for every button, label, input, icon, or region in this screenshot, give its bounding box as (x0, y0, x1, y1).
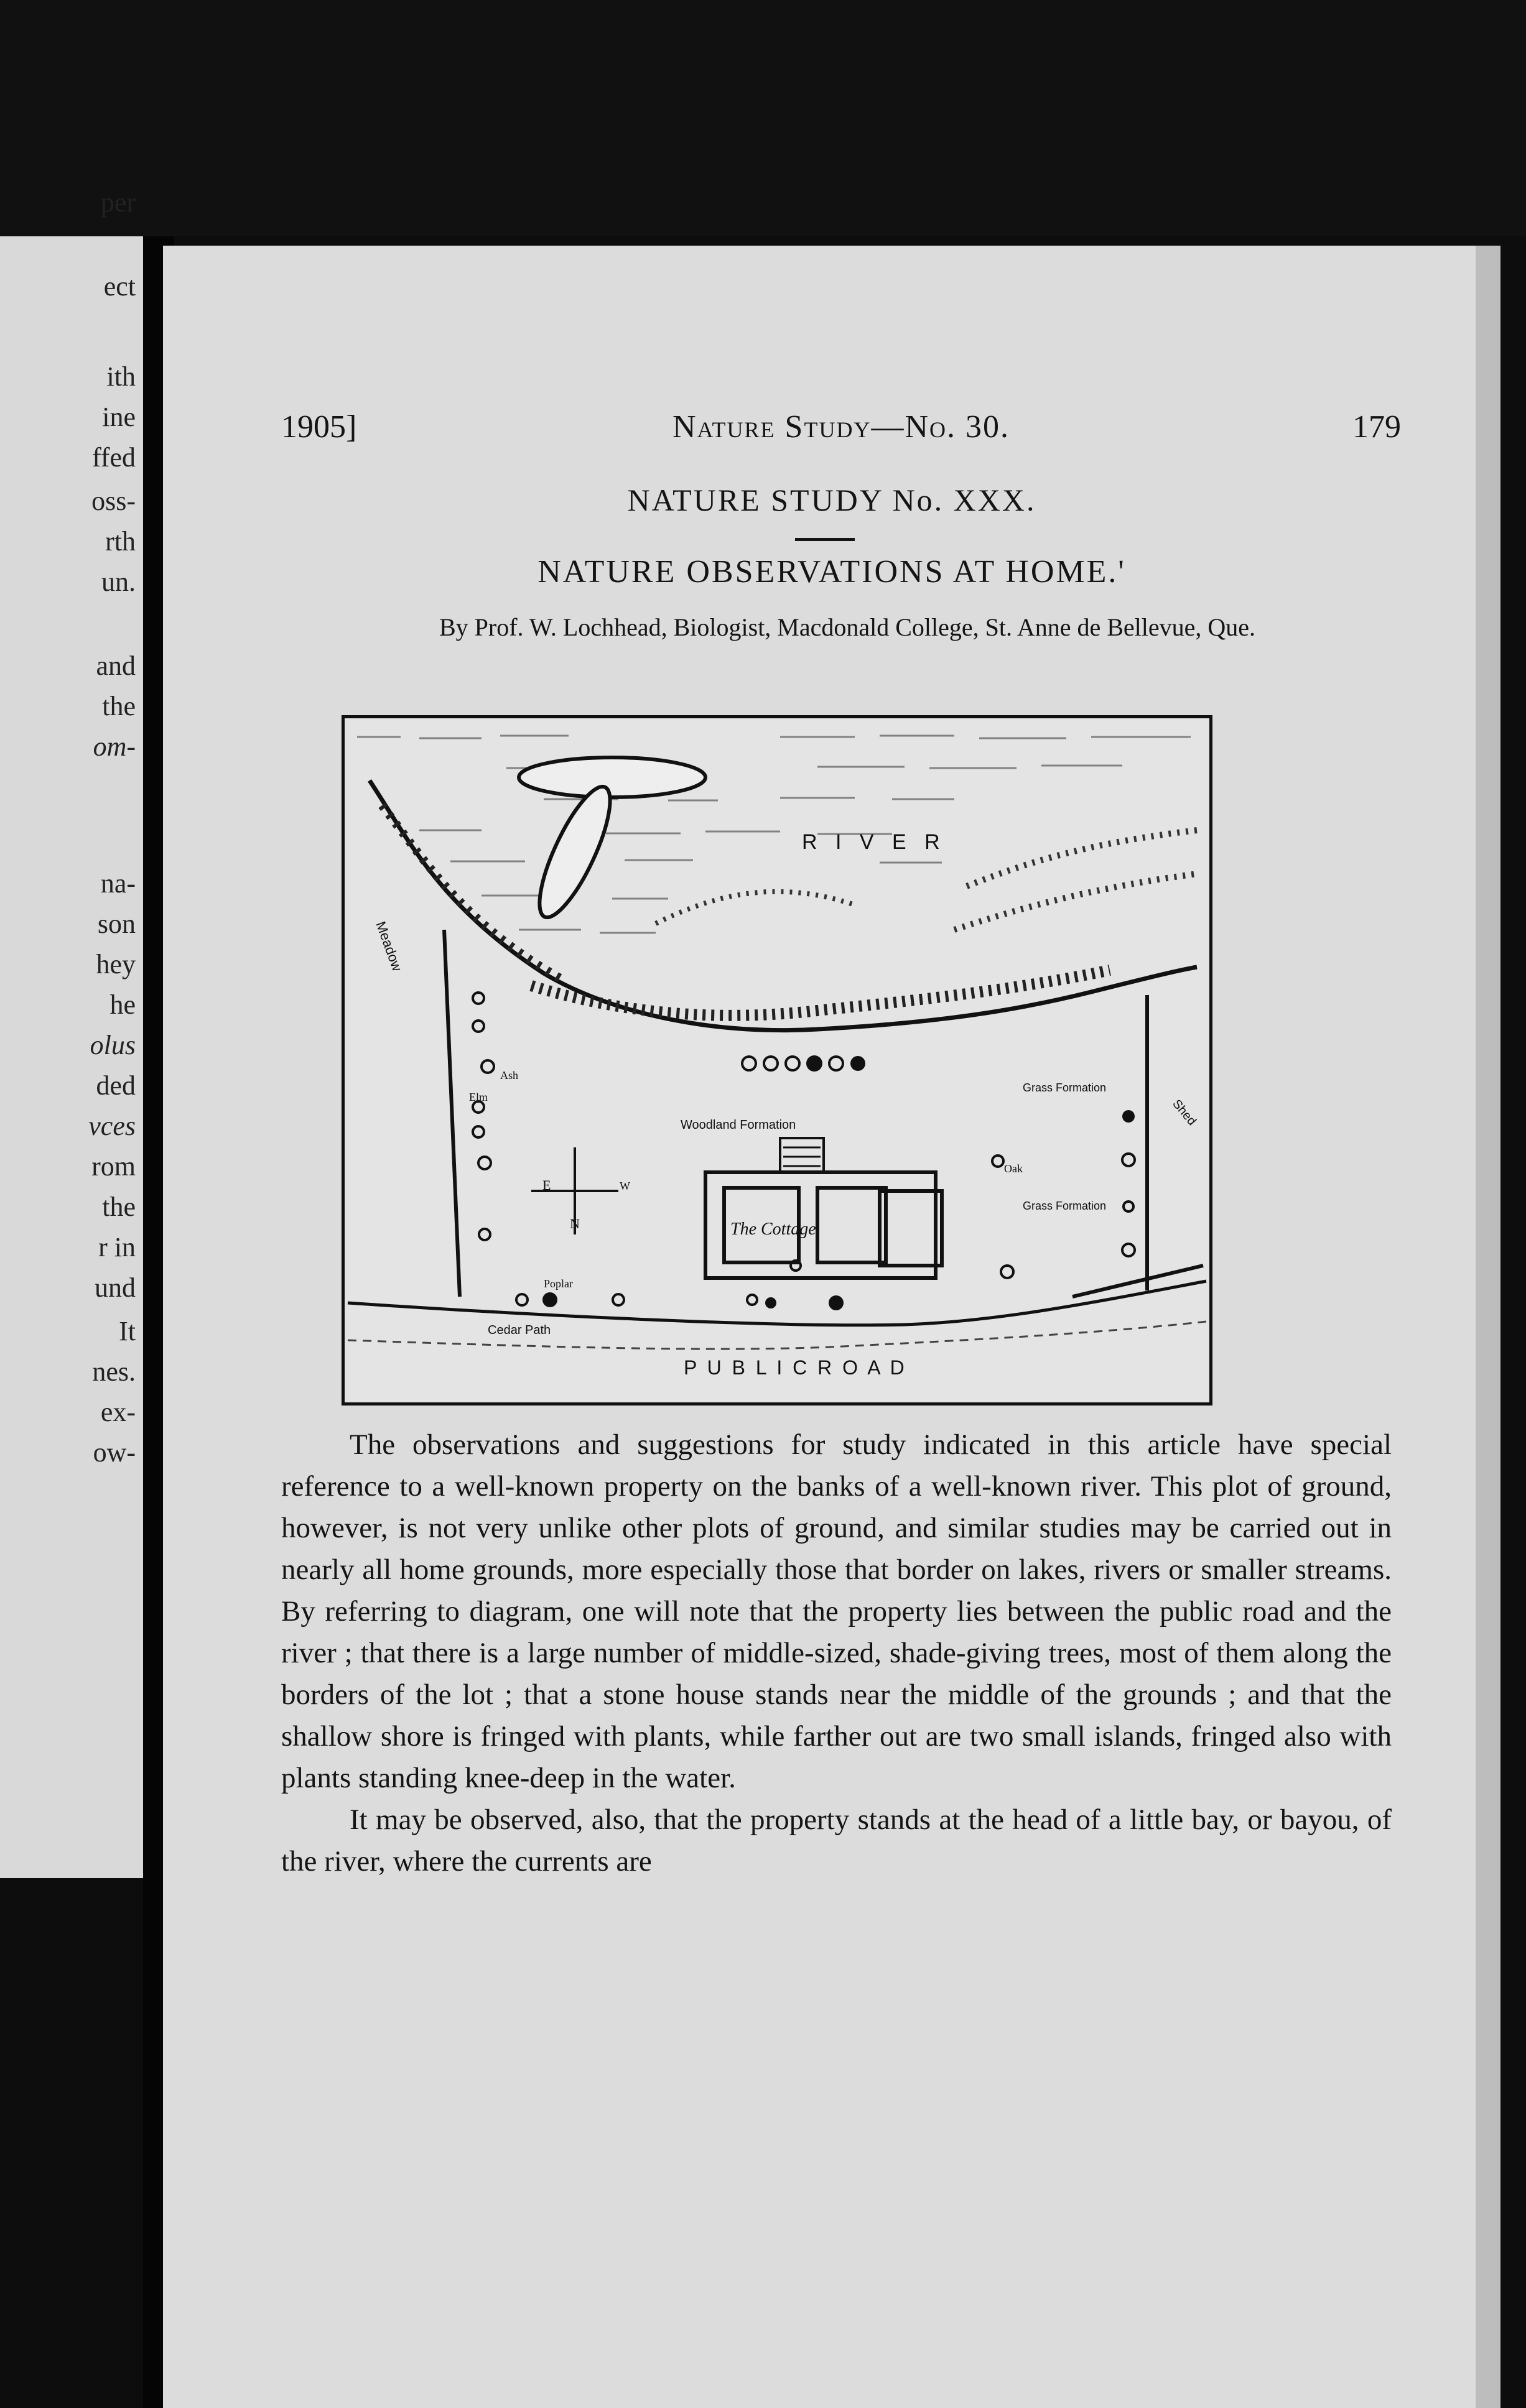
facing-page-fragment: r in (98, 1232, 136, 1262)
facing-page-fragment: vces (88, 1111, 136, 1141)
facing-page-fragment: oss- (91, 486, 136, 516)
label-grass-1: Grass Formation (1023, 1081, 1107, 1094)
article-body (281, 1424, 1392, 1882)
trees (473, 993, 1135, 1305)
facing-page-fragment: om- (93, 731, 136, 762)
facing-page-fragment: rom (91, 1151, 136, 1182)
facing-page-fragment: ex- (100, 1397, 136, 1427)
body-paragraph-1: The observations and suggestions for study indicated in this article have special reference to a well-known property on the banks of a well-known river. This plot of ground, however, is not very unlike other plots of ground, and similar studies may be carried out in nearly all home grounds, more especially those that border on lakes, rivers or smaller streams. By referring to diagram, one will note that the property lies between the public road and the river ; that there is a large number of middle-sized, shade-giving trees, most of them along the borders of the lot ; that a stone house stands near the middle of the grounds ; and that the shallow shore is fringed with plants, while farther out are two small islands, fringed also with plants standing knee-deep in the water. (281, 1429, 1392, 1794)
label-river: R I V E R (802, 830, 946, 854)
label-path: Cedar Path (488, 1323, 551, 1337)
label-grass-2: Grass Formation (1023, 1200, 1107, 1212)
facing-page-fragment: and (96, 651, 136, 681)
facing-page-fragment: the (102, 691, 136, 721)
label-road: P U B L I C R O A D (684, 1356, 907, 1379)
facing-page-fragment: It (119, 1316, 136, 1346)
byline: By Prof. W. Lochhead, Biologist, Macdonald College, St. Anne de Bellevue, Que. (439, 613, 1256, 641)
label-compass-e: E (542, 1177, 551, 1193)
facing-page-fragment: un. (101, 567, 136, 597)
label-compass-n: N (570, 1216, 580, 1231)
facing-page-fragment: ith (106, 361, 136, 392)
scan-background-top (0, 0, 1526, 236)
body-paragraph-2: It may be observed, also, that the property stands at the head of a little bay, or bayou, of the river, where the currents are (281, 1804, 1392, 1878)
running-head (281, 409, 1401, 452)
facing-page-fragment: ow- (93, 1437, 136, 1468)
label-woodland: Woodland Formation (681, 1118, 796, 1132)
facing-page-fragment: ffed (91, 442, 136, 473)
river-water (357, 736, 1191, 933)
page-number: 179 (1352, 409, 1401, 445)
property-diagram (342, 715, 1212, 1405)
facing-page-edge (0, 187, 143, 1878)
facing-page-fragment: olus (90, 1030, 136, 1060)
west-boundary (444, 930, 460, 1297)
road-edge-south (348, 1322, 1206, 1349)
label-poplar: Poplar (544, 1277, 573, 1290)
title-rule (795, 538, 855, 541)
label-elm: Elm (469, 1091, 488, 1103)
road-edge-north (348, 1281, 1206, 1325)
running-head-year: 1905] (281, 409, 357, 445)
label-house: The Cottage (730, 1220, 816, 1239)
facing-page-fragment: ect (103, 271, 136, 302)
shoreline (370, 780, 1197, 1030)
facing-page-fragment: per (100, 187, 136, 218)
series-title: NATURE STUDY No. XXX. (627, 483, 1036, 517)
label-compass-w: W (620, 1180, 630, 1192)
running-head-title: Nature Study—No. 30. (672, 409, 1010, 445)
property-map (345, 718, 1209, 1402)
island-north (519, 757, 705, 797)
facing-page-fragment: son (97, 909, 136, 939)
book-page (163, 246, 1500, 2408)
facing-page-fragment: rth (105, 526, 136, 557)
facing-page-fragment: the (102, 1192, 136, 1222)
island-west (526, 779, 623, 925)
house (705, 1138, 942, 1278)
label-shed: Shed (1170, 1097, 1199, 1129)
facing-page-fragment: na- (100, 868, 136, 899)
facing-page-fragment: ded (96, 1070, 136, 1101)
article-title: NATURE OBSERVATIONS AT HOME.' (537, 554, 1126, 590)
facing-page-fragment: hey (96, 949, 136, 979)
facing-page-fragment: he (109, 989, 136, 1020)
label-meadow: Meadow (373, 919, 406, 973)
label-oak: Oak (1004, 1162, 1023, 1175)
label-ash: Ash (500, 1069, 519, 1081)
facing-page-fragment: und (95, 1272, 136, 1303)
facing-page-fragment: ine (102, 402, 136, 432)
facing-page-fragment: nes. (92, 1356, 136, 1387)
